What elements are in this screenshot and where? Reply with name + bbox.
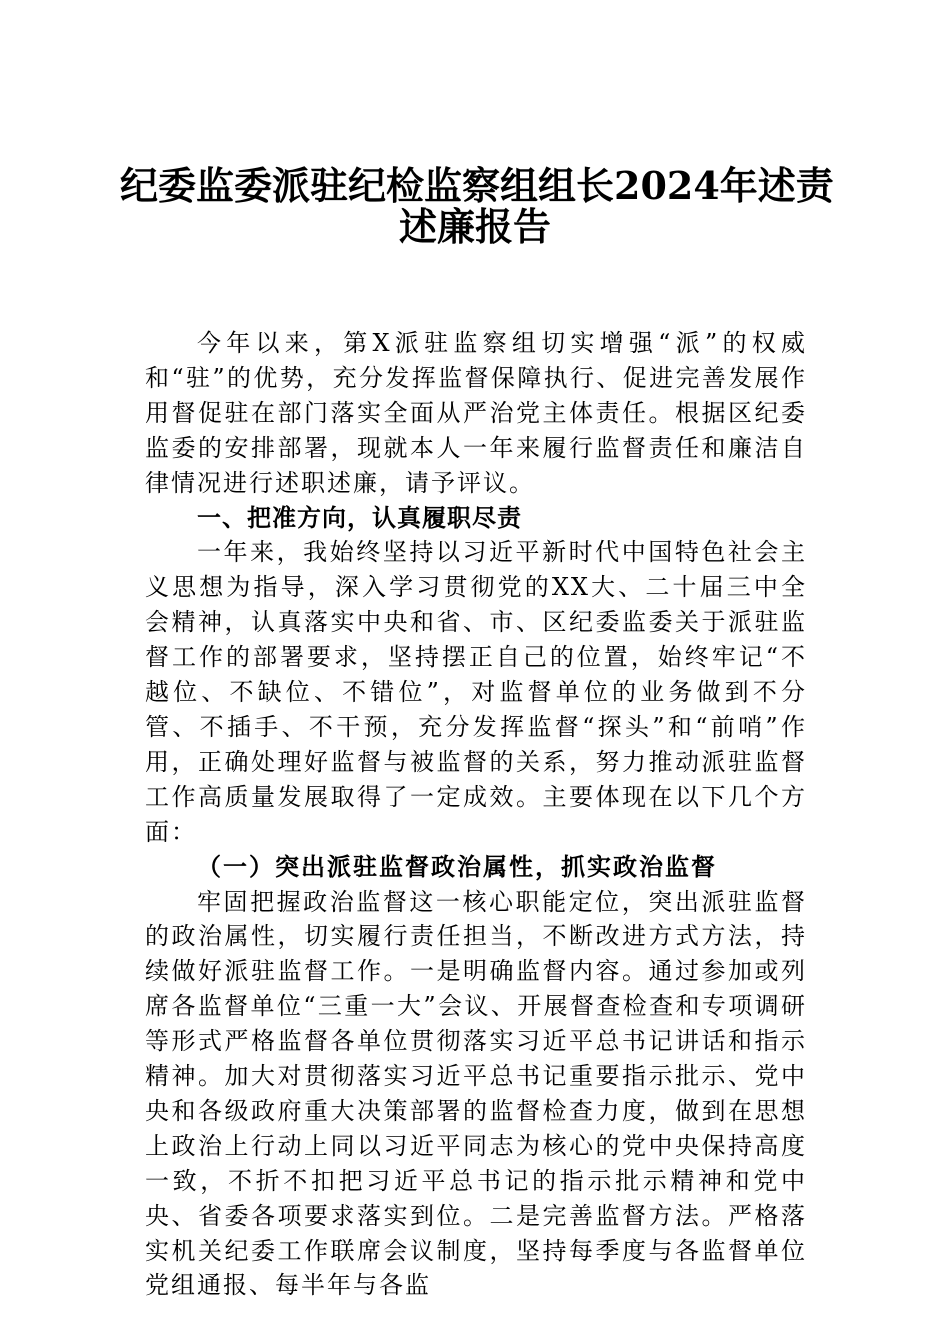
document-title-line-2: 述廉报告: [398, 204, 551, 249]
subsection-1-heading: （一）突出派驻监督政治属性，抓实政治监督: [197, 851, 717, 881]
intro-paragraph: 今年以来，第X派驻监察组切实增强“派”的权威和“驻”的优势，充分发挥监督保障执行、促进完善发展作用督促驻在部门落实全面从严治党主体责任。根据区纪委监委的安排部署，现就本人一年来履行监督责任和廉洁自律情况进行述职述廉，请予评议。: [145, 329, 807, 497]
subsection-1-paragraph: 牢固把握政治监督这一核心职能定位，突出派驻监督的政治属性，切实履行责任担当，不断改进方式方法，持续做好派驻监督工作。一是明确监督内容。通过参加或列席各监督单位“三重一大”会议、开展督查检查和专项调研等形式严格监督各单位贯彻落实习近平总书记讲话和指示精神。加大对贯彻落实习近平总书记重要指示批示、党中央和各级政府重大决策部署的监督检查力度，做到在思想上政治上行动上同以习近平同志为核心的党中央保持高度一致，不折不扣把习近平总书记的指示批示精神和党中央、省委各项要求落实到位。二是完善监督方法。严格落实机关纪委工作联席会议制度，坚持每季度与各监督单位党组通报、每半年与各监: [145, 887, 807, 1300]
document-title-line-1: 纪委监委派驻纪检监察组组长2024年述责: [120, 163, 834, 208]
document-body: [145, 326, 807, 1303]
section-1-heading: 一、把准方向，认真履职尽责: [197, 503, 522, 532]
section-1-paragraph: 一年来，我始终坚持以习近平新时代中国特色社会主义思想为指导，深入学习贯彻党的XX大、二十届三中全会精神，认真落实中央和省、市、区纪委监委关于派驻监督工作的部署要求，坚持摆正自己的位置，始终牢记“不越位、不缺位、不错位”，对监督单位的业务做到不分管、不插手、不干预，充分发挥监督“探头”和“前哨”作用，正确处理好监督与被监督的关系，努力推动派驻监督工作高质量发展取得了一定成效。主要体现在以下几个方面：: [145, 538, 807, 846]
